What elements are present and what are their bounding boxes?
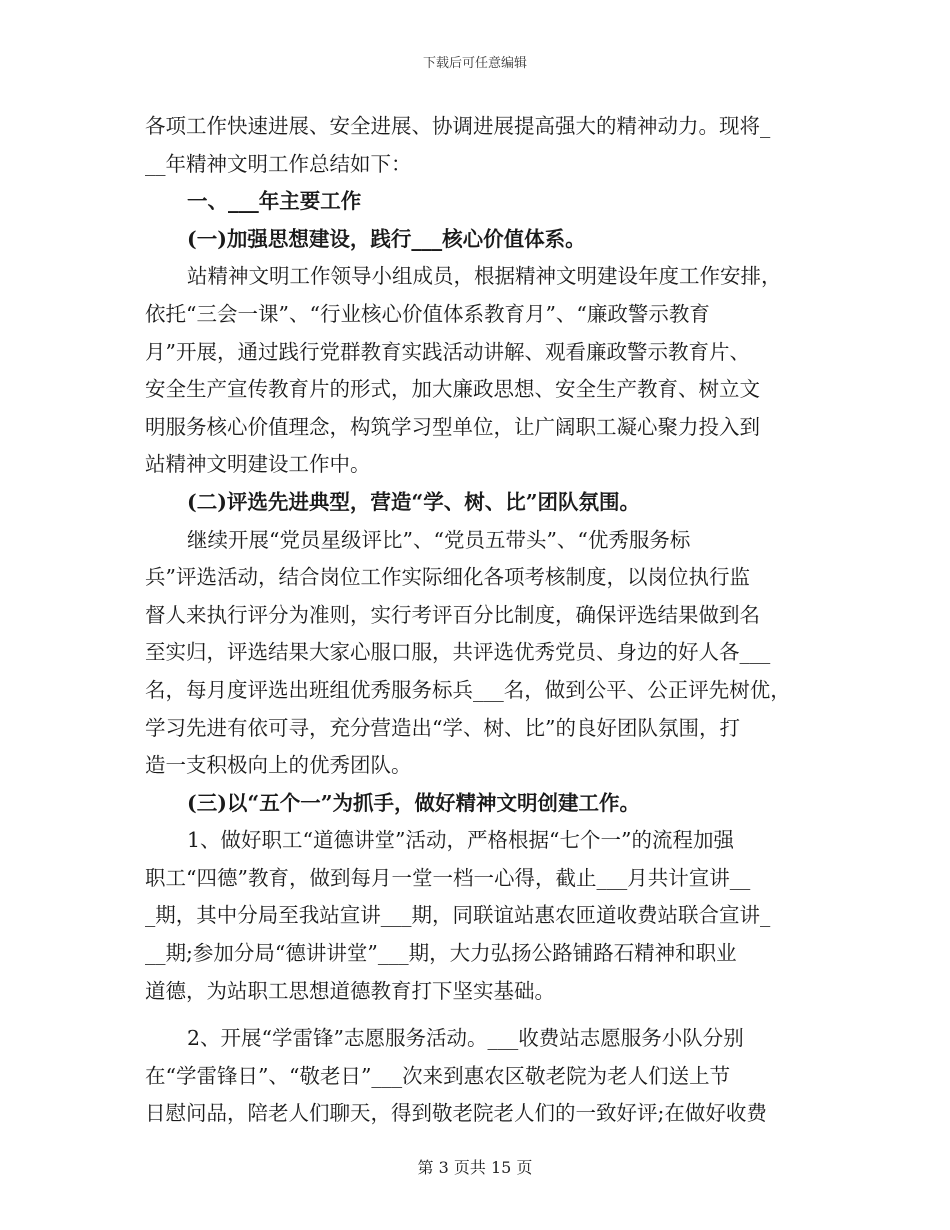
text-line: 站精神文明工作领导小组成员，根据精神文明建设年度工作安排， xyxy=(187,264,782,289)
section-heading-line: (一)加强思想建设，践行___核心价值体系。 xyxy=(187,226,586,251)
text-line: 月”开展，通过践行党群教育实践活动讲解、观看廉政警示教育片、 xyxy=(145,339,750,364)
text-line: 站精神文明建设工作中。 xyxy=(145,452,371,477)
text-line: 督人来执行评分为准则，实行考评百分比制度，确保评选结果做到名 xyxy=(145,602,760,627)
text-line: 安全生产宣传教育片的形式，加大廉政思想、安全生产教育、树立文 xyxy=(145,377,760,402)
section-heading-line: 一、___年主要工作 xyxy=(187,189,362,214)
paragraph-gap xyxy=(145,1010,810,1020)
text-line: 1、做好职工“道德讲堂”活动，严格根据“七个一”的流程加强 xyxy=(187,828,734,853)
text-line: 明服务核心价值理念，构筑学习型单位，让广阔职工凝心聚力投入到 xyxy=(145,414,760,439)
text-line: 依托“三会一课”、“行业核心价值体系教育月”、“廉政警示教育 xyxy=(145,301,710,326)
text-line: 名，每月度评选出班组优秀服务标兵___名，做到公平、公正评先树优， xyxy=(145,677,791,702)
text-block-2 xyxy=(145,1020,810,1133)
text-line: __年精神文明工作总结如下： xyxy=(145,151,412,176)
text-block-1 xyxy=(145,108,810,1010)
text-line: _期，其中分局至我站宣讲___期，同联谊站惠农匝道收费站联合宣讲_ xyxy=(145,903,771,928)
text-line: 学习先进有依可寻，充分营造出“学、树、比”的良好团队氛围，打 xyxy=(145,715,740,740)
text-line: 至实归，评选结果大家心服口服，共评选优秀党员、身边的好人各___ xyxy=(145,640,771,665)
text-line: 各项工作快速进展、安全进展、协调进展提高强大的精神动力。现将_ xyxy=(145,114,771,138)
text-line: 日慰问品，陪老人们聊天，得到敬老院老人们的一致好评;在做好收费 xyxy=(145,1101,767,1126)
text-line: 兵”评选活动，结合岗位工作实际细化各项考核制度，以岗位执行监 xyxy=(145,565,750,590)
text-line: 继续开展“党员星级评比”、“党员五带头”、“优秀服务标 xyxy=(187,527,691,552)
text-line: 道德，为站职工思想道德教育打下坚实基础。 xyxy=(145,978,555,1003)
text-line: __期;参加分局“德讲讲堂”___期，大力弘扬公路铺路石精神和职业 xyxy=(145,941,737,966)
section-heading-line: (三)以“五个一”为抓手，做好精神文明创建工作。 xyxy=(187,790,640,815)
text-line: 造一支积极向上的优秀团队。 xyxy=(145,753,412,778)
text-line: 职工“四德”教育，做到每月一堂一档一心得，截止___月共计宣讲__ xyxy=(145,865,751,890)
page-footer: 第 3 页共 15 页 xyxy=(417,1158,533,1177)
page-header: 下载后可任意编辑 xyxy=(422,56,527,71)
text-line: 2、开展“学雷锋”志愿服务活动。___收费站志愿服务小队分别 xyxy=(187,1026,744,1051)
document-body xyxy=(145,108,810,1133)
text-line: 在“学雷锋日”、“敬老日”___次来到惠农区敬老院为老人们送上节 xyxy=(145,1063,731,1088)
section-heading-line: (二)评选先进典型，营造“学、树、比”团队氛围。 xyxy=(187,489,640,514)
